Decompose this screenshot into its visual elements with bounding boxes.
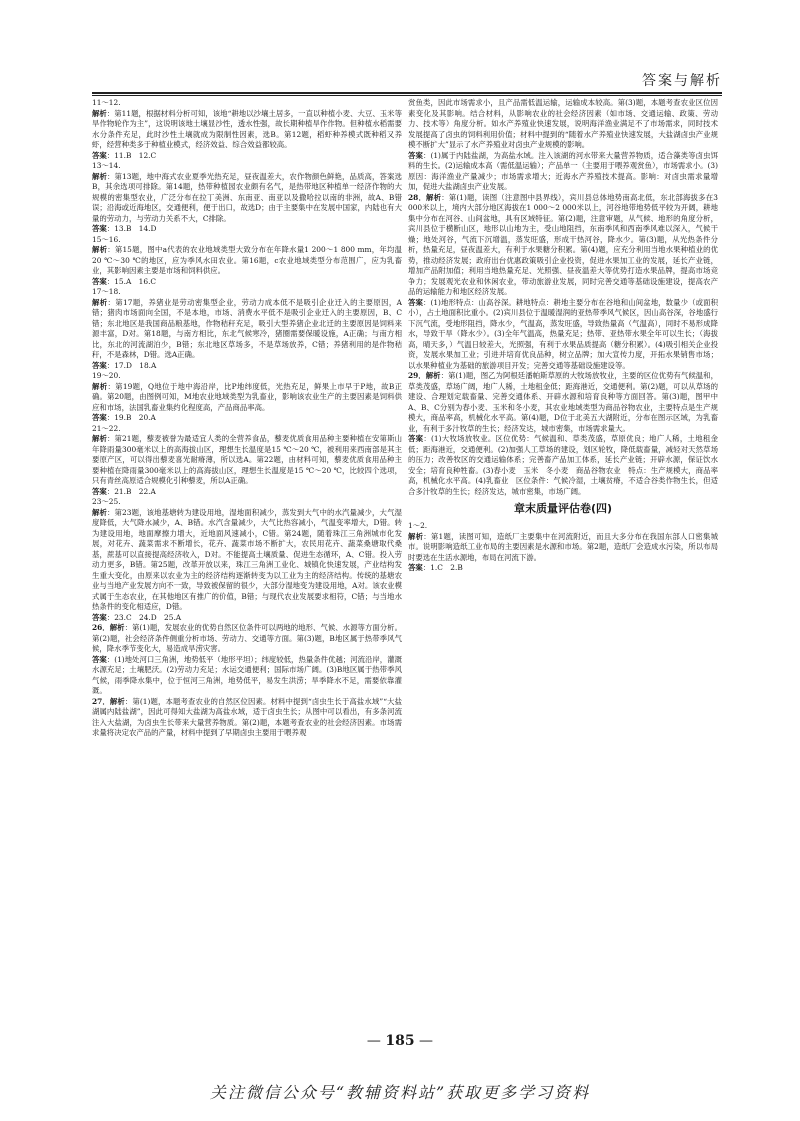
paragraph-text: ：第23题，该地基塘转为建设用地，湿地面积减少，蒸发到大气中的水汽量减少，大气湿度降低，大气降水减少，A、B错。水汽含量减少，大气比热容减小，气温变率增大，D错。转为建设用地，地面摩擦力增大，近地面风速减小，C错。第24题，随着珠江三角洲城市化发展，对花卉、蔬菜需求不断增长，花卉、蔬菜市场不断扩大，农民用花卉、蔬菜桑塘取代桑基，蔗基可以直接提高经济收入，D对。不能提高土壤质量、促进生态循环，A、C错。投入劳动力更多，B错。第25题，改革开放以来，珠江三角洲工业化、城镇化快速发展，产业结构发生重大变化，由原来以农业为主的经济结构逐渐转变为以工业为主的经济结构。传统的基塘农业与当地产业发展方向不一致，导致被保留的很少，大部分湿地变为建设用地，A对。该农业模式属于生态农业，在其他地区有推广的价值，B错；与现代农业发展要求相符，C错；与当地水热条件的变化相适应，D错。 bbox=[92, 507, 402, 611]
left-column bbox=[92, 98, 402, 1060]
question-number: 11～12. bbox=[92, 98, 121, 107]
paragraph-text: ：第15题，图中a代表的农业地域类型大致分布在年降水量1 200～1 800 mm，年均温20 ℃～30 ℃的地区，应为季风水田农业。第16题，c农业地域类型分布范围广，应为乳畜业，其影响因素主要是市场和饲料供应。 bbox=[92, 245, 402, 275]
paragraph-label: 答案 bbox=[92, 486, 107, 496]
answer-paragraph bbox=[92, 361, 402, 372]
page-number: — 185 — bbox=[366, 1033, 434, 1049]
answer-paragraph bbox=[408, 193, 718, 298]
paragraph-text: ：第17题，养猪业是劳动密集型企业，劳动力成本低不是吸引企业迁入的主要原因，A错；猪肉市场面向全国，不是本地，市场、消费水平低不是吸引企业迁入的主要原因，B、C错；东北地区是我国商品粮基地，作物秸秆充足，吸引大型养猪企业北迁的主要原因是饲料来源丰富，D对。第18题，与南方相比，东北气候寒冷，猪圈需要保暖设施，A正确；与南方相比，东北的河流湖泊少，B错；东北地区草场多，不是草场放养，C错；养猪利用的是作物秸秆，不是森林，D错。选A正确。 bbox=[92, 297, 402, 359]
paragraph-label: 答案 bbox=[92, 360, 107, 370]
question-number: 19～20. bbox=[92, 371, 121, 380]
paragraph-label: 答案 bbox=[92, 612, 107, 622]
answer-paragraph bbox=[408, 532, 718, 564]
answer-paragraph bbox=[92, 434, 402, 487]
paragraph-text: ：第(1)题，发展农业的优势自然区位条件可以两地的地形、气候、水源等方面分析。第(2)题，社会经济条件侧重分析市场、劳动力、交通等方面。第(3)题，B地区属于热带季风气候，降水季节变化大，易造成旱涝灾害。 bbox=[92, 623, 402, 653]
right-column bbox=[408, 98, 718, 1060]
paragraph-label: 答案 bbox=[408, 434, 424, 443]
answer-paragraph bbox=[92, 172, 402, 225]
paragraph-label: 28．解析 bbox=[408, 192, 442, 202]
paragraph-text: ：15.A 16.C bbox=[106, 276, 157, 286]
paragraph-label: 29．解析 bbox=[408, 371, 441, 380]
answer-paragraph bbox=[92, 623, 402, 655]
answer-paragraph bbox=[92, 382, 402, 414]
answer-paragraph bbox=[92, 697, 402, 739]
answer-paragraph bbox=[92, 109, 402, 151]
paragraph-text: ：23.C 24.D 25.A bbox=[106, 612, 182, 622]
paragraph-label: 26．解析 bbox=[92, 623, 125, 632]
paragraph-text: ：第(1)题，本题考查农业的自然区位因素。材料中提到“卤虫生长于高盐水域”“大盐湖属内陆盐湖”，因此可得知大盐湖为高盐水域，适于卤虫生长；从图中可以看出，有多条河流注入大盐湖，为卤虫生长带来大量营养物质。第(2)题，本题考查农业的社会经济因素。市场需求量将决定农产品的产量，材料中提到了早期卤虫主要用于喂养观 bbox=[92, 696, 402, 737]
paragraph-label: 答案 bbox=[408, 150, 423, 160]
paragraph-label: 解析 bbox=[408, 531, 424, 541]
answer-paragraph bbox=[92, 613, 402, 624]
paragraph-label: 解析 bbox=[92, 434, 108, 443]
paragraph-text: ：第13题，地中海式农业夏季光热充足，昼夜温差大，农作物颜色鲜艳，品质高，答案选B，其余选项可排除。第14题，热带种植园农业颇有名气，是热带地区种植单一经济作物的大规模的密集型农业，广泛分布在拉丁美洲、东南亚、南亚以及撒哈拉以南的非洲，故A、B错误；沿海或近海地区，交通便利，便于出口，故选D；由于主要集中在发展中国家，内陆也有大量的劳动力，与劳动力关系不大，C排除。 bbox=[92, 171, 402, 223]
paragraph-text: ：(1)地处河口三角洲，地势低平（地形平坦）；纬度较低，热量条件优越；河流沿岸，灌溉水源充足；土壤肥沃。(2)劳动力充足；水运交通便利；国际市场广阔。(3)B地区属于热带季风气候，雨季降水集中，位于恒河三角洲，地势低平，易发生洪涝；旱季降水不足，需要依靠灌溉。 bbox=[92, 654, 402, 695]
header-title: 答案与解析 bbox=[642, 73, 722, 89]
answer-paragraph bbox=[92, 413, 402, 424]
paragraph-text: ：第1题，读图可知，造纸厂主要集中在河流附近，而且大多分布在我国东部人口密集城市。说明影响造纸工业布局的主要因素是水源和市场。第2题，造纸厂会造成水污染，所以布局时要选在生活水源地，布局在河流下游。 bbox=[408, 531, 718, 562]
paragraph-text: ：11.B 12.C bbox=[106, 150, 157, 160]
question-number: 21～22. bbox=[92, 423, 121, 433]
answer-paragraph bbox=[408, 434, 718, 497]
paragraph-text: ：第(1)题，图乙为阿根廷潘帕斯草原的大牧场放牧业，主要的区位优势有气候温和，草类茂盛，草场广阔，地广人稀，土地租金低；距海港近，交通便利。第(2)题，可以从草场的建设、合理划定载畜量、完善交通体系、开辟水源和培育良种等方面回答。第(3)题，图甲中A、B、C分别为春小麦、玉米和冬小麦，其农业地域类型为商品谷物农业，主要特点是生产规模大，商品率高，机械化水平高。第(4)题，D位于北美五大湖附近，分布在图示区域，为乳畜业，有利于多汁牧草的生长；经济发达，城市密集，市场需求量大。 bbox=[408, 371, 718, 433]
paragraph-label: 答案 bbox=[92, 276, 107, 286]
section-title: 章末质量评估卷(四) bbox=[513, 502, 613, 515]
question-number: 15～16. bbox=[92, 234, 121, 244]
paragraph-text: ：1.C 2.B bbox=[422, 563, 463, 572]
answer-paragraph bbox=[92, 151, 402, 162]
paragraph-text: ：(1)属于内陆盐湖，为高盐水域。注入该湖的河水带来大量营养物质，适合藻类等卤虫饵料的生长。(2)运输成本高（需低温运输）；产品单一（主要用于喂养观赏鱼），市场需求小。(3)原因：海洋渔业产量减少；市场需求增大；近海水产养殖技术提高。影响：对卤虫需求量增加，促进大盐湖卤虫产业发展。 bbox=[408, 150, 718, 191]
header-rule-thin bbox=[92, 95, 722, 96]
paragraph-label: 27．解析 bbox=[92, 696, 125, 706]
answer-paragraph bbox=[92, 224, 402, 235]
paragraph-text: ：第(1)题，读图（注意图中县界线），宾川县总体地势南高北低，东北部海拔多在3 000米以上，境内大部分地区海拔在1 000～2 000米以上，河谷地带地势低平较为开阔，耕地集中分布在河谷、山间盆地，具有区域特征。第(2)题，注意审题，从气候、地形的角度分析，宾川县位于横断山区，地形以山地为主，受山地阻挡，东南季风和西南季风难以深入，气候干燥；地处河谷，气流下沉增温，蒸发旺盛，形成干热河谷，降水少。第(3)题，从光热条件分析，热量充足，昼夜温差大，有利于水果糖分积累。第(4)题，应充分利用当地水果种植业的优势，推动经济发展；政府出台优惠政策吸引企业投资，促进水果加工业的发展，延长产业链，增加产品附加值；利用当地热量充足、光照强、昼夜温差大等优势打造水果品牌，提高市场竞争力；发展观光农业和休闲农业，带动旅游业发展，同时完善交通等基础设施建设，提高农产品的运输能力和地区经济发展。 bbox=[408, 192, 718, 296]
question-number: 17～18. bbox=[92, 287, 121, 296]
paragraph-text: ：21.B 22.A bbox=[106, 486, 156, 496]
question-number: 23～25. bbox=[92, 497, 121, 506]
paragraph-label: 解析 bbox=[92, 297, 108, 307]
answer-paragraph bbox=[408, 98, 718, 151]
answer-paragraph bbox=[92, 655, 402, 697]
paragraph-text: ：13.B 14.D bbox=[106, 224, 157, 233]
answer-paragraph bbox=[408, 298, 718, 372]
paragraph-label: 解析 bbox=[92, 507, 108, 517]
paragraph-label: 答案 bbox=[408, 563, 423, 572]
paragraph-text: ：第19题，Q地位于地中海沿岸，比P地纬度低，光热充足，鲜果上市早于P地，故B正确。第20题，由图例可知，M地农业地域类型为乳畜业，影响该农业生产的主要因素是饲料供应和市场，法国乳畜业集约化程度高，产品商品率高。 bbox=[92, 381, 402, 412]
paragraph-label: 解析 bbox=[92, 171, 108, 181]
paragraph-text: ：(1)大牧场放牧业。区位优势：气候温和、草类茂盛，草原优良；地广人稀，土地租金低；距海港近，交通便利。(2)加强人工草场的建设，划区轮牧，降低载畜量，减轻对天然草场的压力；改善牧区的交通运输体系；完善畜产品加工体系，延长产业链；开辟水源，保证饮水安全；培育良种牲畜。(3)春小麦 玉米 冬小麦 商品谷物农业 特点：生产规模大，商品率高，机械化水平高。(4)乳畜业 区位条件：气候冷湿，土壤贫瘠，不适合谷类作物生长，但适合多汁牧草的生长；经济发达，城市密集，市场广阔。 bbox=[408, 434, 718, 496]
page-number-value: 185 bbox=[385, 1033, 415, 1049]
paragraph-label: 解析 bbox=[92, 381, 108, 391]
answer-paragraph bbox=[92, 277, 402, 288]
paragraph-label: 答案 bbox=[92, 150, 107, 160]
paragraph-label: 答案 bbox=[408, 297, 423, 307]
answer-paragraph bbox=[92, 298, 402, 361]
paragraph-label: 答案 bbox=[92, 224, 107, 233]
answer-paragraph bbox=[92, 487, 402, 498]
paragraph-label: 解析 bbox=[92, 108, 107, 118]
footer-note: 关注微信公众号“教辅资料站”获取更多学习资料 bbox=[209, 1083, 591, 1102]
paragraph-text: ：17.D 18.A bbox=[106, 360, 157, 370]
paragraph-text: ：(1)地形特点：山高谷深。耕地特点：耕地主要分布在谷地和山间盆地，数量少（或面积小），占土地面积比重小。(2)宾川县位于温暖湿润的亚热带季风气候区，因山高谷深，谷地盛行下沉气流，受地形阻挡，降水少，气温高，蒸发旺盛，导致热量高（气温高），同时不易形成降水，导致干旱（降水少）。(3)全年气温高，热量充足；热带、亚热带水果全年可以生长；（海拔高，晴天多，）气温日较差大，光照强，有利于水果品质提高（糖分积累）。(4)吸引相关企业投资，发展水果加工业；引进并培育优良品种，树立品牌；加大宣传力度，开拓水果销售市场；以水果种植业为基础的旅游项目开发；完善交通等基础设施建设等。 bbox=[408, 297, 718, 370]
paragraph-text: ：19.B 20.A bbox=[106, 413, 156, 422]
answer-paragraph bbox=[92, 245, 402, 277]
answer-paragraph bbox=[92, 508, 402, 613]
paragraph-label: 解析 bbox=[92, 245, 108, 254]
answer-paragraph bbox=[408, 371, 718, 434]
paragraph-text: ：第21题，藜麦被誉为最适宜人类的全营养食品，藜麦优质食用品种主要种植在安第斯山年降雨量300毫米以上的高海拔山区，理想生长温度是15 ℃～20 ℃，被利用来西南部是其主要原产区，可以得出藜麦喜光耐瘠薄，所以选A。第22题，由材料可知，藜麦优质食用品种主要种植在降雨量300毫米以上的高海拔山区，理想生长温度是15 ℃～20 ℃，比较四个选项，只有青丝高原适合规模化引种藜麦，所以A正确。 bbox=[92, 434, 402, 485]
question-number: 1～2. bbox=[408, 521, 428, 530]
paragraph-text: ：第11题，根据材料分析可知，该地“耕地以沙壤土居多，一直以种植小麦、大豆、玉米等旱作物轮作为主”，这说明该地土壤显沙性，透水性强，故长期种植旱作作物。但种植水稻需要水分条件充足，此时沙性土壤就成为限制性因素，选B。第12题，稻虾种养模式既种稻又养虾，经营种类多于种植业模式，经济效益、综合效益都较高。 bbox=[92, 108, 402, 149]
paragraph-label: 答案 bbox=[92, 413, 107, 422]
paragraph-label: 答案 bbox=[92, 654, 107, 664]
header-rule bbox=[92, 92, 722, 94]
answer-paragraph bbox=[408, 563, 718, 574]
question-number: 13～14. bbox=[92, 161, 121, 170]
answer-paragraph bbox=[408, 151, 718, 193]
paragraph-text: 赏鱼类，因此市场需求小，且产品需低温运输，运输成本较高。第(3)题，本题考查农业区位因素变化及其影响。结合材料，从影响农业的社会经济因素（如市场、交通运输、政策、劳动力、技术等）角度分析。如水产养殖业快速发展，说明海洋渔业满足不了市场需求，同时技术发展提高了卤虫的饲料利用价值；材料中提到的“随着水产养殖业快速发展，大盐湖卤虫产业规模不断扩大”显示了水产养殖业对卤虫产业规模的影响。 bbox=[408, 98, 718, 149]
